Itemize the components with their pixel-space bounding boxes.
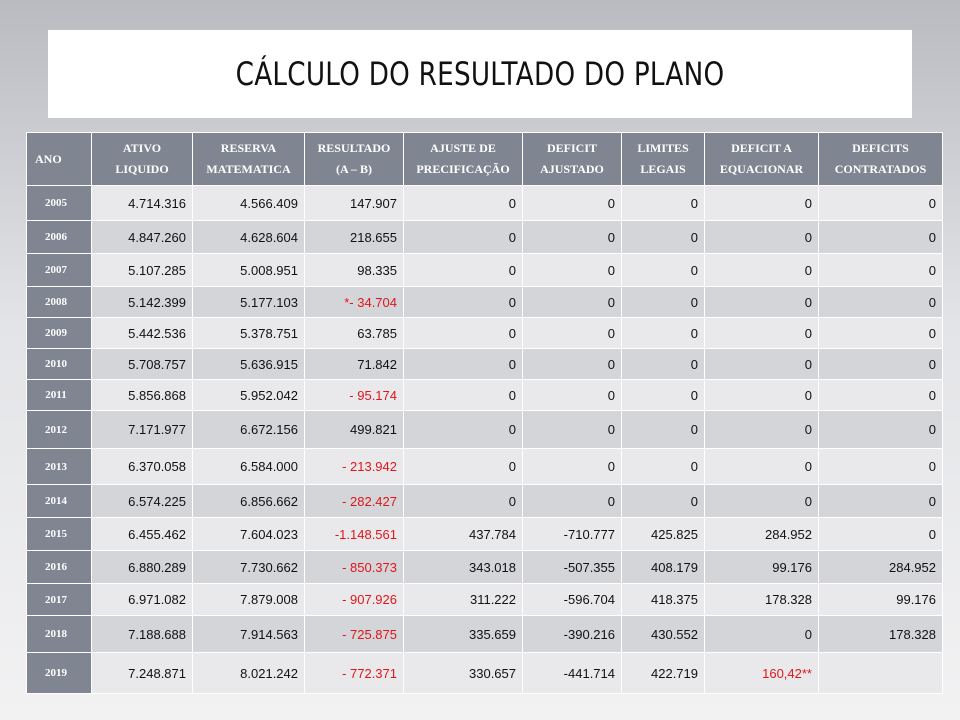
cell-deficit-equacionar: 284.952 [705, 518, 819, 551]
cell-deficits-contratados: 0 [819, 186, 943, 221]
cell-ativo-liquido: 5.708.757 [92, 349, 193, 380]
table-row [27, 411, 943, 449]
cell-deficits-contratados: 0 [819, 485, 943, 518]
table-row [27, 254, 943, 287]
cell-ano: 2005 [27, 186, 92, 221]
cell-ativo-liquido: 7.188.688 [92, 616, 193, 653]
title-box [48, 30, 912, 118]
cell-ano: 2014 [27, 485, 92, 518]
cell-deficits-contratados: 0 [819, 349, 943, 380]
header-line: LEGAIS [640, 162, 686, 176]
cell-ano: 2009 [27, 318, 92, 349]
cell-ativo-liquido: 5.107.285 [92, 254, 193, 287]
cell-limites-legais: 0 [622, 449, 705, 485]
cell-ativo-liquido: 7.171.977 [92, 411, 193, 449]
cell-ajuste-precificacao: 330.657 [404, 653, 523, 694]
cell-limites-legais: 425.825 [622, 518, 705, 551]
header-line: DEFICIT A [731, 141, 792, 155]
cell-reserva-matematica: 8.021.242 [193, 653, 305, 694]
cell-limites-legais: 0 [622, 221, 705, 254]
cell-ano: 2015 [27, 518, 92, 551]
cell-deficits-contratados: 0 [819, 449, 943, 485]
cell-resultado: 63.785 [305, 318, 404, 349]
table-row [27, 287, 943, 318]
cell-reserva-matematica: 6.856.662 [193, 485, 305, 518]
cell-ajuste-precificacao: 0 [404, 254, 523, 287]
cell-resultado: 71.842 [305, 349, 404, 380]
cell-ajuste-precificacao: 0 [404, 485, 523, 518]
cell-ativo-liquido: 4.847.260 [92, 221, 193, 254]
cell-resultado: - 282.427 [305, 485, 404, 518]
header-limites-legais [622, 133, 705, 186]
cell-resultado: - 213.942 [305, 449, 404, 485]
cell-deficit-equacionar: 99.176 [705, 551, 819, 584]
cell-reserva-matematica: 6.672.156 [193, 411, 305, 449]
cell-limites-legais: 0 [622, 411, 705, 449]
cell-deficits-contratados: 0 [819, 221, 943, 254]
cell-reserva-matematica: 4.566.409 [193, 186, 305, 221]
header-line: MATEMATICA [206, 162, 291, 176]
cell-ano: 2013 [27, 449, 92, 485]
cell-deficits-contratados: 0 [819, 380, 943, 411]
cell-limites-legais: 0 [622, 287, 705, 318]
cell-limites-legais: 0 [622, 349, 705, 380]
cell-ajuste-precificacao: 0 [404, 287, 523, 318]
cell-resultado: 499.821 [305, 411, 404, 449]
cell-deficits-contratados: 284.952 [819, 551, 943, 584]
cell-ativo-liquido: 5.442.536 [92, 318, 193, 349]
cell-ajuste-precificacao: 437.784 [404, 518, 523, 551]
cell-deficit-ajustado: 0 [523, 318, 622, 349]
cell-limites-legais: 0 [622, 186, 705, 221]
cell-reserva-matematica: 5.177.103 [193, 287, 305, 318]
cell-ano: 2008 [27, 287, 92, 318]
cell-reserva-matematica: 4.628.604 [193, 221, 305, 254]
header-line: RESERVA [220, 141, 277, 155]
cell-deficit-equacionar: 0 [705, 411, 819, 449]
header-reserva-matematica [193, 133, 305, 186]
header-deficits-contratados [819, 133, 943, 186]
cell-deficit-ajustado: 0 [523, 186, 622, 221]
header-ano [27, 133, 92, 186]
header-line: EQUACIONAR [719, 162, 804, 176]
cell-deficit-equacionar: 160,42** [705, 653, 819, 694]
cell-resultado: -1.148.561 [305, 518, 404, 551]
cell-ativo-liquido: 6.971.082 [92, 584, 193, 616]
cell-deficit-equacionar: 0 [705, 186, 819, 221]
cell-ano: 2019 [27, 653, 92, 694]
cell-deficits-contratados: 0 [819, 411, 943, 449]
cell-deficit-ajustado: -507.355 [523, 551, 622, 584]
cell-reserva-matematica: 7.730.662 [193, 551, 305, 584]
cell-deficits-contratados: 0 [819, 518, 943, 551]
cell-ativo-liquido: 6.370.058 [92, 449, 193, 485]
table-row [27, 380, 943, 411]
cell-ano: 2006 [27, 221, 92, 254]
cell-limites-legais: 418.375 [622, 584, 705, 616]
header-line: RESULTADO [317, 141, 391, 155]
header-line: ANO [35, 151, 62, 166]
cell-deficit-ajustado: 0 [523, 254, 622, 287]
cell-reserva-matematica: 7.604.023 [193, 518, 305, 551]
cell-deficit-equacionar: 0 [705, 616, 819, 653]
cell-deficits-contratados: 0 [819, 254, 943, 287]
header-line: DEFICITS [852, 141, 909, 155]
header-line: AJUSTADO [540, 162, 604, 176]
cell-reserva-matematica: 5.378.751 [193, 318, 305, 349]
cell-resultado: - 772.371 [305, 653, 404, 694]
cell-reserva-matematica: 5.952.042 [193, 380, 305, 411]
cell-ativo-liquido: 5.856.868 [92, 380, 193, 411]
cell-ano: 2018 [27, 616, 92, 653]
cell-deficit-ajustado: -596.704 [523, 584, 622, 616]
cell-ajuste-precificacao: 311.222 [404, 584, 523, 616]
table-row [27, 551, 943, 584]
cell-reserva-matematica: 6.584.000 [193, 449, 305, 485]
table-row [27, 485, 943, 518]
cell-ativo-liquido: 6.574.225 [92, 485, 193, 518]
cell-ajuste-precificacao: 0 [404, 411, 523, 449]
cell-resultado: - 725.875 [305, 616, 404, 653]
cell-resultado: - 95.174 [305, 380, 404, 411]
cell-limites-legais: 408.179 [622, 551, 705, 584]
cell-deficits-contratados: 178.328 [819, 616, 943, 653]
cell-resultado: 98.335 [305, 254, 404, 287]
cell-deficit-equacionar: 0 [705, 485, 819, 518]
cell-ajuste-precificacao: 0 [404, 221, 523, 254]
table-row [27, 318, 943, 349]
cell-deficit-ajustado: -441.714 [523, 653, 622, 694]
cell-deficits-contratados: 0 [819, 318, 943, 349]
cell-resultado: *- 34.704 [305, 287, 404, 318]
header-deficit-equacionar [705, 133, 819, 186]
cell-ativo-liquido: 4.714.316 [92, 186, 193, 221]
cell-limites-legais: 430.552 [622, 616, 705, 653]
table-row [27, 221, 943, 254]
cell-deficit-equacionar: 178.328 [705, 584, 819, 616]
table-header-row [27, 133, 943, 186]
cell-ativo-liquido: 5.142.399 [92, 287, 193, 318]
cell-ajuste-precificacao: 0 [404, 380, 523, 411]
cell-ativo-liquido: 6.880.289 [92, 551, 193, 584]
cell-reserva-matematica: 7.914.563 [193, 616, 305, 653]
cell-deficit-equacionar: 0 [705, 380, 819, 411]
table-row [27, 616, 943, 653]
cell-limites-legais: 0 [622, 380, 705, 411]
table-row [27, 186, 943, 221]
cell-reserva-matematica: 5.008.951 [193, 254, 305, 287]
header-resultado [305, 133, 404, 186]
cell-limites-legais: 422.719 [622, 653, 705, 694]
cell-deficit-equacionar: 0 [705, 349, 819, 380]
cell-deficit-ajustado: -710.777 [523, 518, 622, 551]
header-line: AJUSTE DE [430, 141, 496, 155]
cell-resultado: - 850.373 [305, 551, 404, 584]
table-row [27, 449, 943, 485]
cell-deficit-equacionar: 0 [705, 287, 819, 318]
cell-ajuste-precificacao: 0 [404, 349, 523, 380]
cell-ajuste-precificacao: 343.018 [404, 551, 523, 584]
table-row [27, 518, 943, 551]
cell-resultado: - 907.926 [305, 584, 404, 616]
cell-ativo-liquido: 7.248.871 [92, 653, 193, 694]
cell-ativo-liquido: 6.455.462 [92, 518, 193, 551]
cell-deficit-ajustado: 0 [523, 349, 622, 380]
cell-ano: 2011 [27, 380, 92, 411]
slide-title: CÁLCULO DO RESULTADO DO PLANO [235, 55, 725, 93]
cell-ajuste-precificacao: 0 [404, 318, 523, 349]
cell-ajuste-precificacao: 0 [404, 186, 523, 221]
cell-deficit-equacionar: 0 [705, 254, 819, 287]
cell-deficit-equacionar: 0 [705, 221, 819, 254]
cell-ano: 2016 [27, 551, 92, 584]
cell-ajuste-precificacao: 0 [404, 449, 523, 485]
header-ajuste-precificacao [404, 133, 523, 186]
header-line: (A – B) [336, 162, 372, 176]
cell-deficit-ajustado: 0 [523, 221, 622, 254]
cell-limites-legais: 0 [622, 318, 705, 349]
cell-deficit-ajustado: 0 [523, 380, 622, 411]
header-line: LIQUIDO [115, 162, 169, 176]
cell-deficit-equacionar: 0 [705, 318, 819, 349]
cell-reserva-matematica: 5.636.915 [193, 349, 305, 380]
table-row [27, 349, 943, 380]
header-line: PRECIFICAÇÃO [416, 162, 510, 176]
header-line: CONTRATADOS [834, 162, 927, 176]
cell-ano: 2010 [27, 349, 92, 380]
cell-ajuste-precificacao: 335.659 [404, 616, 523, 653]
cell-deficit-ajustado: -390.216 [523, 616, 622, 653]
cell-reserva-matematica: 7.879.008 [193, 584, 305, 616]
header-line: ATIVO [122, 141, 162, 155]
cell-deficit-ajustado: 0 [523, 485, 622, 518]
cell-limites-legais: 0 [622, 254, 705, 287]
cell-deficits-contratados: 0 [819, 287, 943, 318]
cell-resultado: 147.907 [305, 186, 404, 221]
result-table [26, 132, 943, 694]
header-line: DEFICIT [546, 141, 597, 155]
header-deficit-ajustado [523, 133, 622, 186]
cell-deficits-contratados [819, 653, 943, 694]
cell-limites-legais: 0 [622, 485, 705, 518]
cell-ano: 2007 [27, 254, 92, 287]
cell-deficit-ajustado: 0 [523, 287, 622, 318]
header-line: LIMITES [637, 141, 689, 155]
cell-deficits-contratados: 99.176 [819, 584, 943, 616]
cell-deficit-ajustado: 0 [523, 449, 622, 485]
table-row [27, 584, 943, 616]
table-body [27, 186, 943, 694]
table-row [27, 653, 943, 694]
cell-ano: 2017 [27, 584, 92, 616]
cell-resultado: 218.655 [305, 221, 404, 254]
cell-deficit-equacionar: 0 [705, 449, 819, 485]
header-ativo-liquido [92, 133, 193, 186]
cell-deficit-ajustado: 0 [523, 411, 622, 449]
cell-ano: 2012 [27, 411, 92, 449]
